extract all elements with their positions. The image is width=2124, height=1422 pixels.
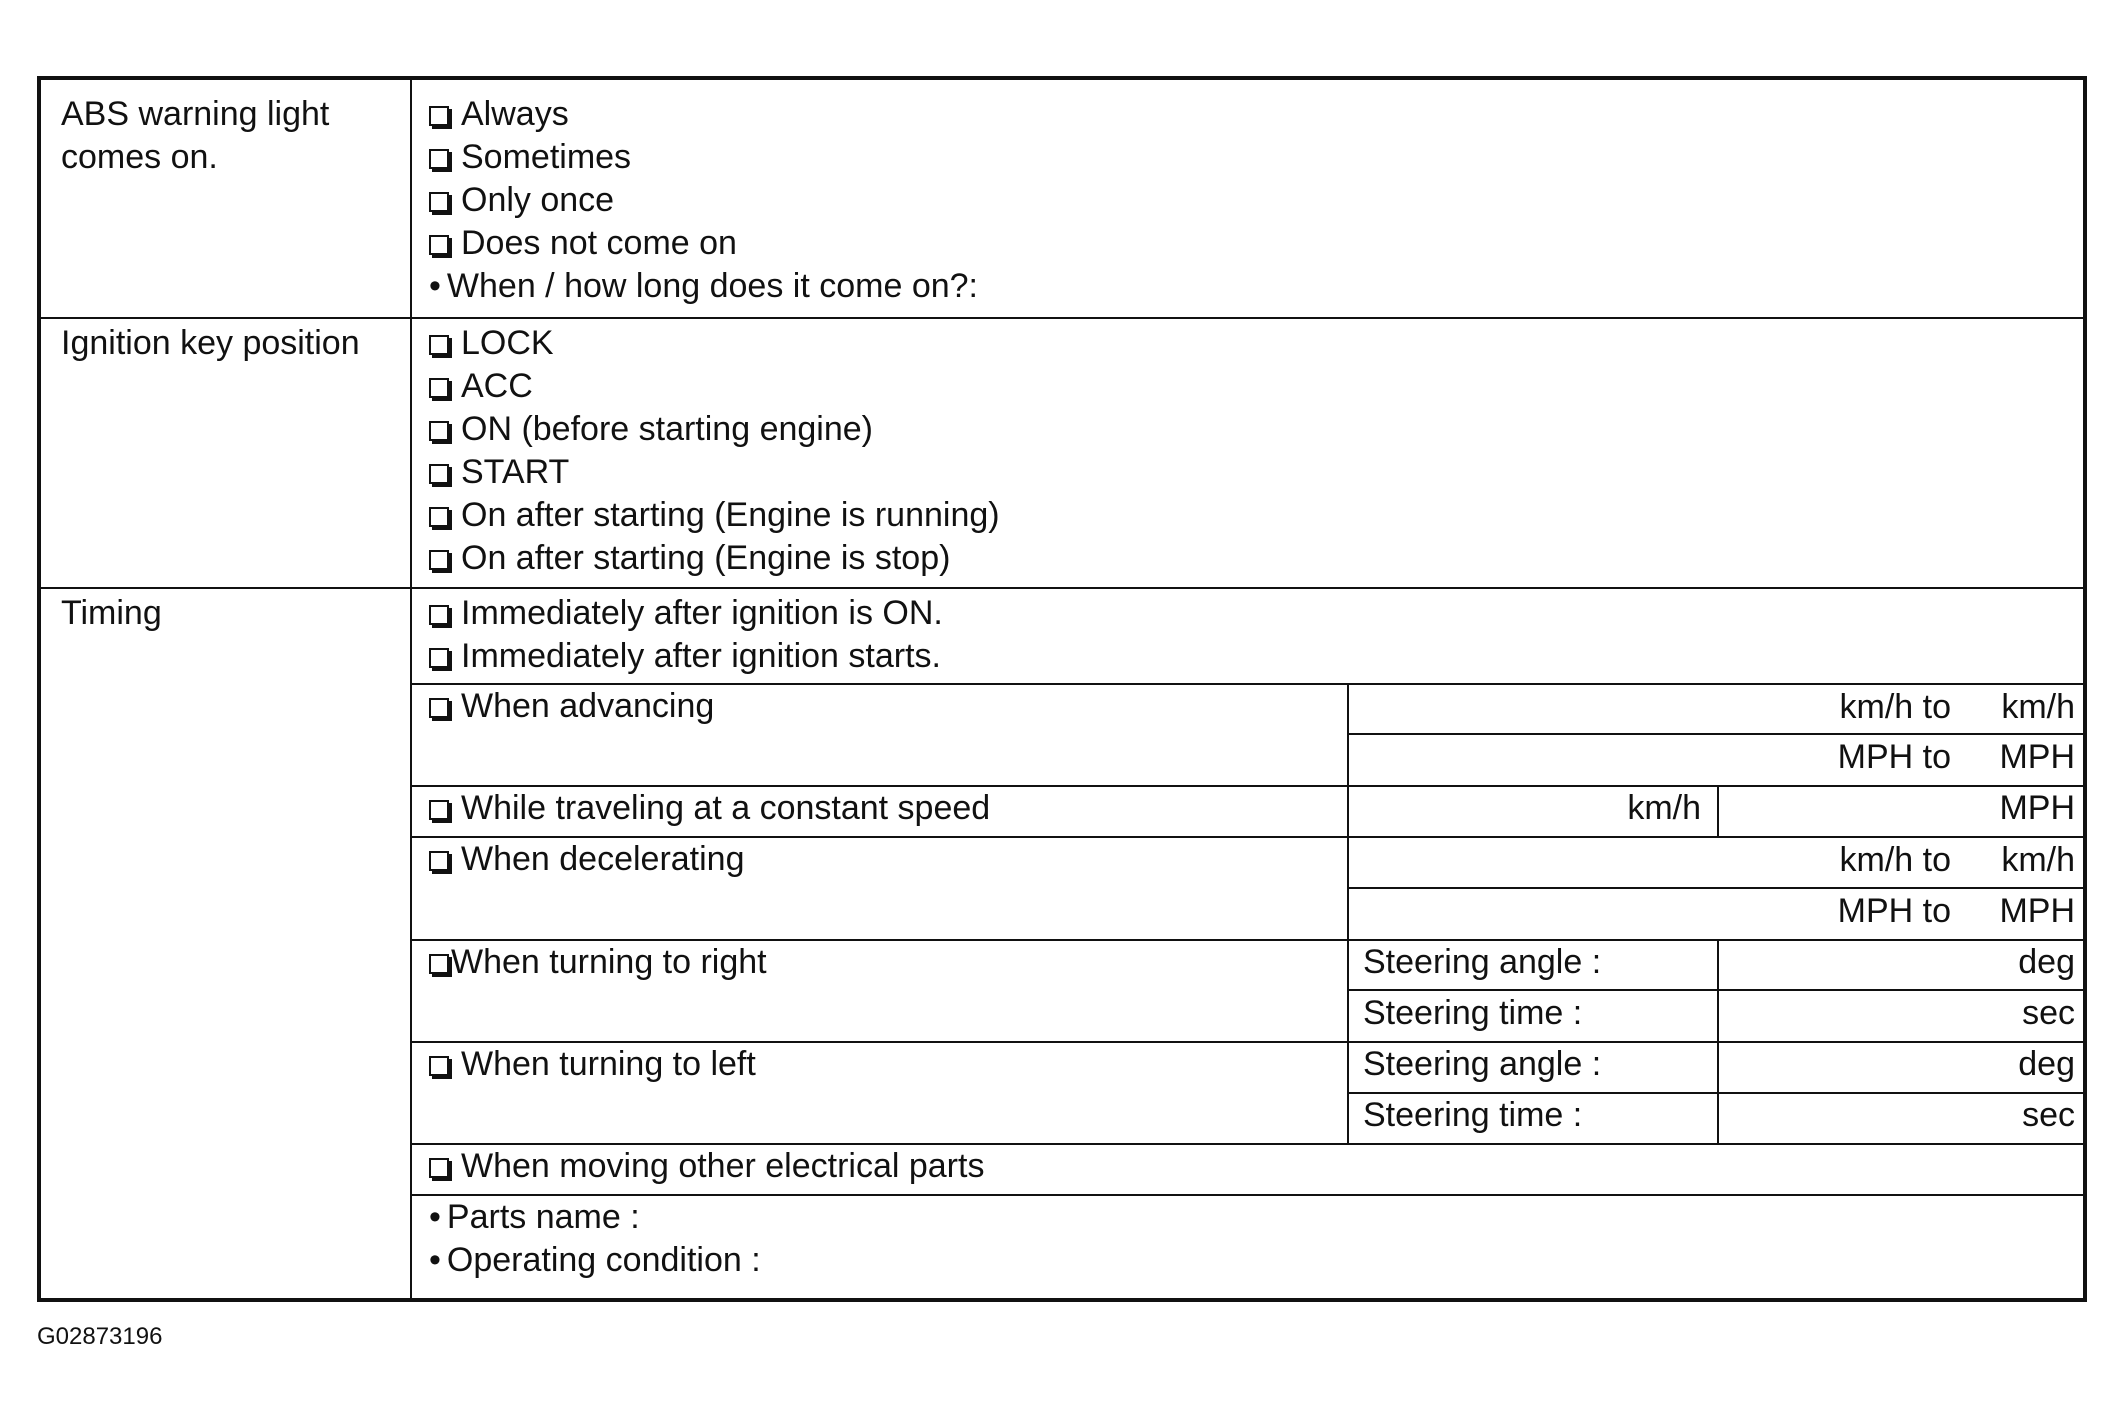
divider-electrical-top	[412, 1143, 2083, 1145]
checkbox-icon[interactable]	[429, 648, 449, 668]
option-label: LOCK	[461, 324, 554, 362]
ignition-option-start[interactable]	[429, 452, 569, 492]
option-label: When advancing	[461, 687, 715, 725]
abs-option-does-not-come-on[interactable]	[429, 223, 737, 263]
bullet-icon: •	[429, 267, 441, 305]
checkbox-icon[interactable]	[429, 421, 449, 441]
figure-id: G02873196	[37, 1323, 163, 1350]
divider-turn-left-inner	[1349, 1092, 2083, 1094]
checkbox-icon[interactable]	[429, 1056, 449, 1076]
option-label: Sometimes	[461, 138, 632, 176]
advancing-kmh: km/h	[2001, 688, 2075, 726]
option-label: START	[461, 453, 570, 491]
divider-parts-top	[412, 1194, 2083, 1196]
bullet-icon: •	[429, 1198, 441, 1236]
timing-label: Timing	[61, 594, 162, 632]
checkbox-icon[interactable]	[429, 106, 449, 126]
checkbox-icon[interactable]	[429, 192, 449, 212]
checkbox-icon[interactable]	[429, 378, 449, 398]
divider-turn-right-top	[412, 939, 2083, 941]
ignition-option-acc[interactable]	[429, 366, 533, 406]
timing-option-turn-left[interactable]	[429, 1044, 756, 1084]
checkbox-icon[interactable]	[429, 550, 449, 570]
checkbox-icon[interactable]	[429, 464, 449, 484]
divider-advancing-inner	[1349, 733, 2083, 735]
checkbox-icon[interactable]	[429, 235, 449, 255]
ignition-option-running[interactable]	[429, 495, 1000, 535]
turn-left-time-label: Steering time :	[1363, 1096, 1583, 1134]
ABS-diagnostic-form	[37, 76, 2087, 1302]
ignition-option-on[interactable]	[429, 409, 873, 449]
abs-label-line2: comes on.	[61, 138, 218, 176]
timing-option-ignition-starts[interactable]	[429, 636, 941, 676]
divider-turn-left-top	[412, 1041, 2083, 1043]
divider-turn-right-inner	[1349, 989, 2083, 991]
turn-left-time-unit: sec	[2022, 1096, 2075, 1134]
decelerating-kmh-to: km/h to	[1839, 841, 1951, 879]
option-label: When moving other electrical parts	[461, 1147, 985, 1185]
steering-value-split	[1717, 939, 1719, 1145]
abs-option-sometimes[interactable]	[429, 137, 631, 177]
checkbox-icon[interactable]	[429, 1158, 449, 1178]
checkbox-icon[interactable]	[429, 954, 449, 974]
constant-speed-split	[1717, 785, 1719, 836]
checkbox-icon[interactable]	[429, 507, 449, 527]
option-label: On after starting (Engine is stop)	[461, 539, 951, 577]
ignition-option-stop[interactable]	[429, 538, 950, 578]
timing-option-constant-speed[interactable]	[429, 788, 990, 828]
checkbox-icon[interactable]	[429, 698, 449, 718]
option-label: When turning to right	[451, 943, 767, 981]
divider-abs-ignition	[41, 317, 2083, 319]
abs-label-line1: ABS warning light	[61, 95, 330, 133]
divider-constant-top	[412, 785, 2083, 787]
constant-kmh: km/h	[1627, 789, 1701, 827]
decelerating-mph: MPH	[1999, 892, 2075, 930]
operating-condition-field	[429, 1240, 761, 1280]
divider-advancing-top	[412, 683, 2083, 685]
abs-option-always[interactable]	[429, 94, 569, 134]
option-label: ACC	[461, 367, 533, 405]
option-label: Immediately after ignition starts.	[461, 637, 941, 675]
decelerating-mph-to: MPH to	[1837, 892, 1951, 930]
turn-left-angle-label: Steering angle :	[1363, 1045, 1602, 1083]
checkbox-icon[interactable]	[429, 800, 449, 820]
parts-name-field	[429, 1197, 640, 1237]
advancing-mph: MPH	[1999, 738, 2075, 776]
option-label: While traveling at a constant speed	[461, 789, 991, 827]
bullet-icon: •	[429, 1241, 441, 1279]
option-label: When turning to left	[461, 1045, 756, 1083]
advancing-mph-to: MPH to	[1837, 738, 1951, 776]
option-label: When decelerating	[461, 840, 745, 878]
divider-decelerating-top	[412, 836, 2083, 838]
turn-right-angle-unit: deg	[2018, 943, 2075, 981]
divider-ignition-timing	[41, 587, 2083, 589]
option-label: Does not come on	[461, 224, 737, 262]
timing-value-column-divider	[1347, 683, 1349, 1145]
checkbox-icon[interactable]	[429, 851, 449, 871]
abs-question	[429, 266, 978, 306]
timing-option-decelerating[interactable]	[429, 839, 745, 879]
option-label: Always	[461, 95, 569, 133]
label-column-divider	[410, 80, 412, 1298]
question-label: When / how long does it come on?:	[446, 267, 978, 305]
timing-option-ignition-on[interactable]	[429, 593, 943, 633]
timing-option-electrical-parts[interactable]	[429, 1146, 984, 1186]
checkbox-icon[interactable]	[429, 149, 449, 169]
option-label: ON (before starting engine)	[461, 410, 873, 448]
option-label: Only once	[461, 181, 615, 219]
abs-option-only-once[interactable]	[429, 180, 614, 220]
ignition-option-lock[interactable]	[429, 323, 554, 363]
decelerating-kmh: km/h	[2001, 841, 2075, 879]
turn-right-time-unit: sec	[2022, 994, 2075, 1032]
parts-name-label: Parts name :	[446, 1198, 640, 1236]
timing-option-advancing[interactable]	[429, 686, 714, 726]
turn-left-angle-unit: deg	[2018, 1045, 2075, 1083]
constant-mph: MPH	[1999, 789, 2075, 827]
operating-condition-label: Operating condition :	[446, 1241, 761, 1279]
divider-decelerating-inner	[1349, 887, 2083, 889]
ignition-label: Ignition key position	[61, 324, 360, 362]
checkbox-icon[interactable]	[429, 605, 449, 625]
timing-option-turn-right[interactable]	[429, 942, 767, 982]
checkbox-icon[interactable]	[429, 335, 449, 355]
option-label: Immediately after ignition is ON.	[461, 594, 943, 632]
advancing-kmh-to: km/h to	[1839, 688, 1951, 726]
option-label: On after starting (Engine is running)	[461, 496, 1000, 534]
turn-right-time-label: Steering time :	[1363, 994, 1583, 1032]
turn-right-angle-label: Steering angle :	[1363, 943, 1602, 981]
